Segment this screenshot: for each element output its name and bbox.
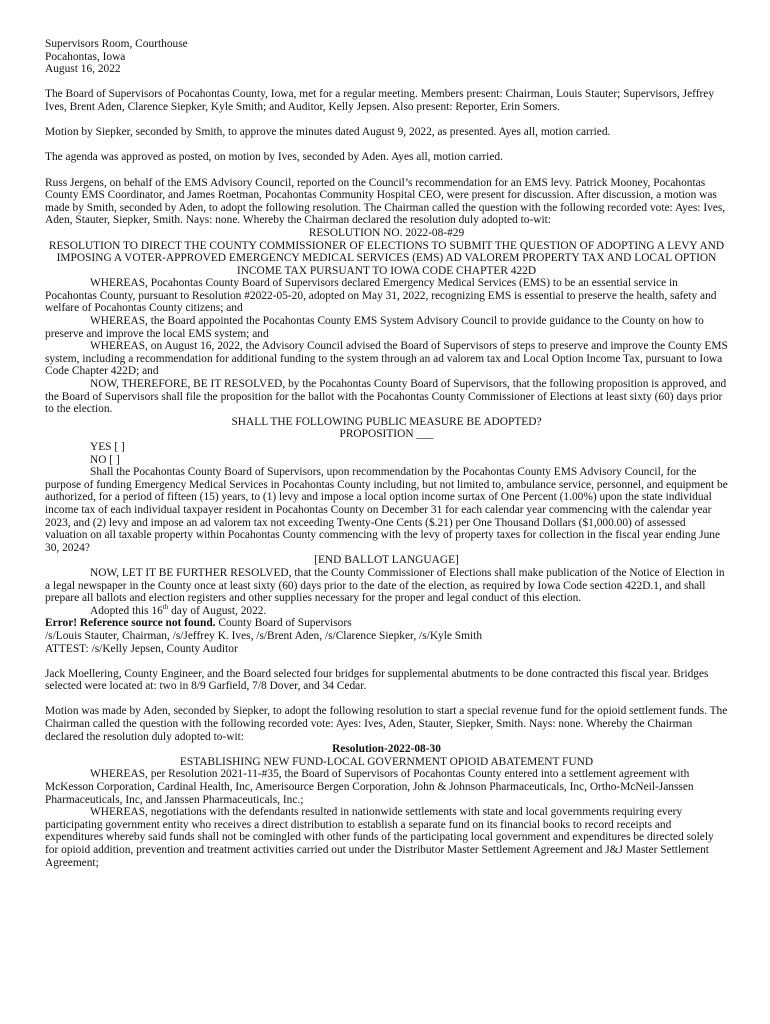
header-location: Supervisors Room, Courthouse [45,38,188,50]
adopted-date-prefix: Adopted this 16 [90,604,163,617]
header-city: Pocahontas, Iowa [45,50,126,63]
board-label: County Board of Supervisors [215,617,352,630]
minutes-body [45,38,728,869]
resolution-29-attest: ATTEST: /s/Kelly Jepsen, County Auditor [45,642,238,655]
resolution-30-whereas-2: WHEREAS, negotiations with the defendants resulted in nationwide settlements with state and local governments requiring every participating government entity who receives a direct distribution to establish a separate fund on its financial books to record receipts and expenditures whereby said funds shall not be comingled with other funds of the participating local government and expenditures be directed solely for opioid addition, prevention and treatment activities carried out under the Distributor Master Settlement Agreement and J&J Master Settlement Agreement; [45,806,714,869]
adopted-date-ordinal: th [162,602,169,611]
adopted-date-suffix: day of August, 2022. [168,604,267,617]
ballot-no-option: NO [ ] [90,453,120,466]
resolution-29-signatures: /s/Louis Stauter, Chairman, /s/Jeffrey K. Ives, /s/Brent Aden, /s/Clarence Siepker, /s/Kyle Smith [45,629,483,642]
resolution-29-whereas-3: WHEREAS, on August 16, 2022, the Advisory Council advised the Board of Supervisors of steps to preserve and improve the County EMS system, including a recommendation for additional funding to the system through an ad valorem tax and Local Option Income Tax, pursuant to Iowa Code Chapter 422D; and [45,340,728,378]
end-ballot-language: [END BALLOT LANGUAGE] [314,554,459,567]
ballot-yes-option: YES [ ] [90,441,125,453]
agenda-approval-paragraph: The agenda was approved as posted, on motion by Ives, seconded by Aden. Ayes all, motion carried. [45,151,503,164]
resolution-30-number: Resolution-2022-08-30 [332,743,441,756]
ballot-proposition: PROPOSITION ___ [339,428,434,441]
resolution-29-number: RESOLUTION NO. 2022-08-#29 [308,226,465,239]
resolution-29-adopted-date [45,602,728,618]
resolution-29-title: RESOLUTION TO DIRECT THE COUNTY COMMISSIONER OF ELECTIONS TO SUBMIT THE QUESTION OF ADOPTING A LEVY AND IMPOSING A VOTER-APPROVED EMERGENCY MEDICAL SERVICES (EMS) AD VALOREM PROPERTY TAX AND LOCAL OPTION INCOME TAX PURSUANT TO IOWA CODE CHAPTER 422D [48,239,725,277]
ballot-question-heading: SHALL THE FOLLOWING PUBLIC MEASURE BE ADOPTED? [231,415,542,428]
resolution-30-whereas-1: WHEREAS, per Resolution 2021-11-#35, the Board of Supervisors of Pocahontas County entered into a settlement agreement with McKesson Corporation, Cardinal Health, Inc, Amerisource Bergen Corporation, John & Johnson Pharmaceuticals, Inc, Ortho-McNeil-Janssen Pharmaceuticals, Inc, and Janssen Pharmaceuticals, Inc.; [45,768,694,806]
resolution-29-whereas-2: WHEREAS, the Board appointed the Pocahontas County EMS System Advisory Council to provide guidance to the County on how to preserve and improve the local EMS system; and [45,315,704,340]
minutes-approval-paragraph: Motion by Siepker, seconded by Smith, to approve the minutes dated August 9, 2022, as presented. Ayes all, motion carried. [45,126,611,139]
opioid-fund-paragraph: Motion was made by Aden, seconded by Siepker, to adopt the following resolution to start a special revenue fund for the opioid settlement funds. The Chairman called the question with the following recorded vote: Ayes: Ives, Aden, Stauter, Siepker, Smith. Nays: none. Whereby the Chairman declared the resolution duly adopted to-wit: [45,705,728,743]
bridges-paragraph: Jack Moellering, County Engineer, and the Board selected four bridges for supplemental abutments to be done contracted this fiscal year. Bridges selected were located at: two in 8/9 Garfield, 7/8 Dover, and 34 Cedar. [45,667,709,693]
attendance-paragraph: The Board of Supervisors of Pocahontas County, Iowa, met for a regular meeting. Members present: Chairman, Louis Stauter; Supervisors, Jeffrey Ives, Brent Aden, Clarence Siepker, Kyle Smith; and Auditor, Kelly Jepsen. Also present: Reporter, Erin Somers. [45,88,715,113]
resolution-29-further-resolved: NOW, LET IT BE FURTHER RESOLVED, that the County Commissioner of Elections shall make publication of the Notice of Election in a legal newspaper in the County once at least sixty (60) days prior to the date of the election, as required by Iowa Code section 422D.1, and shall prepare all ballots and election registers and other supplies necessary for the proper and legal conduct of this election. [45,566,725,605]
resolution-30-title: ESTABLISHING NEW FUND-LOCAL GOVERNMENT OPIOID ABATEMENT FUND [179,755,594,768]
reference-error-text: Error! Reference source not found. [45,617,216,630]
reference-error-line [45,617,728,630]
ballot-language: Shall the Pocahontas County Board of Supervisors, upon recommendation by the Pocahontas County EMS Advisory Council, for the purpose of funding Emergency Medical Services in Pocahontas County including, but not limited to, ambulance service, personnel, and equipment be authorized, for a period of fifteen (15) years, to (1) levy and impose a local option income surtax of One Percent (1.00%) upon the state individual income tax of each individual taxpayer resident in Pocahontas County on December 31 for each calendar year commencing with the calendar year 2023, and (2) levy and impose an ad valorem tax not exceeding Twenty-One Cents ($.21) per One Thousand Dollars ($1,000.00) of assessed valuation on all taxable property within Pocahontas County commencing with the levy of property taxes for collection in the fiscal year ending June 30, 2024? [45,466,728,554]
resolution-29-whereas-1: WHEREAS, Pocahontas County Board of Supervisors declared Emergency Medical Services (EMS) to be an essential service in Pocahontas County, pursuant to Resolution #2022-05-20, adopted on May 31, 2022, recognizing EMS is essential to preserve the health, safety and welfare of Pocahontas County citizens; and [45,277,717,315]
header-date: August 16, 2022 [45,63,121,76]
resolution-29-now-therefore: NOW, THEREFORE, BE IT RESOLVED, by the Pocahontas County Board of Supervisors, that the following proposition is approved, and the Board of Supervisors shall file the proposition for the ballot with the Pocahontas County Commissioner of Elections at least sixty (60) days prior to the election. [45,378,727,416]
ems-levy-paragraph: Russ Jergens, on behalf of the EMS Advisory Council, reported on the Council’s recommendation for an EMS levy. Patrick Mooney, Pocahontas County EMS Coordinator, and James Roetman, Pocahontas Community Hospital CEO, were present for discussion. After discussion, a motion was made by Smith, seconded by Aden, to adopt the following resolution. The Chairman called the question with the following recorded vote: Ayes: Ives, Aden, Stauter, Siepker, Smith. Nays: none. Whereby the Chairman declared the resolution duly adopted to-wit: [45,176,726,227]
